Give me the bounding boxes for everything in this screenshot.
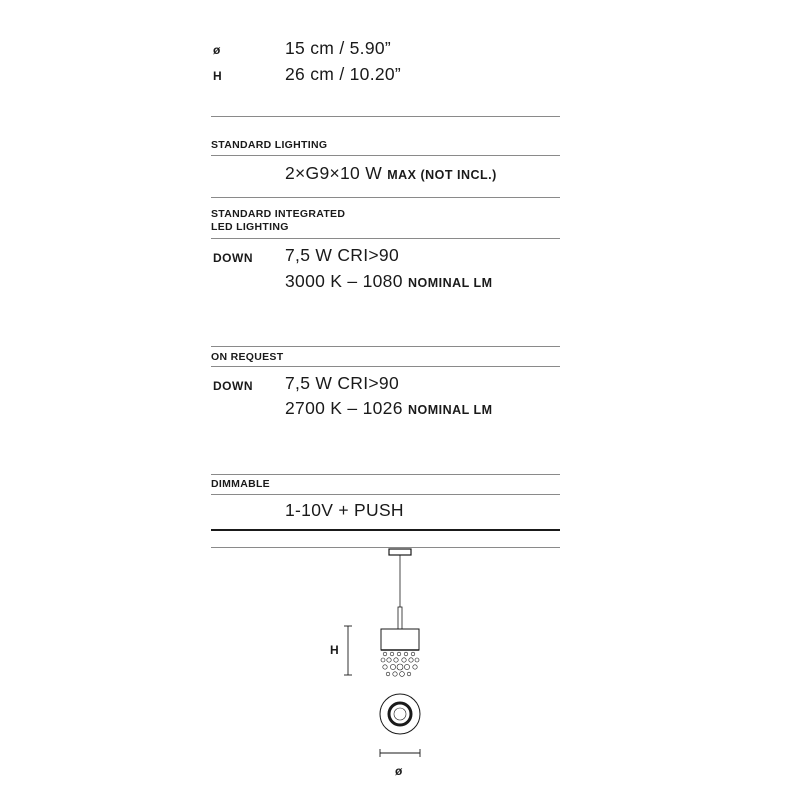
crystal-drops (381, 652, 419, 676)
standard-led-line2-suffix: NOMINAL LM (407, 276, 493, 290)
diameter-value: 15 cm / 5.90” (285, 38, 392, 58)
standard-lighting-title: STANDARD LIGHTING (211, 139, 328, 151)
lamp-shade (381, 629, 419, 650)
divider-thick (211, 529, 560, 531)
on-request-line2-suffix: NOMINAL LM (407, 403, 493, 417)
divider (211, 474, 560, 475)
divider (211, 238, 560, 239)
lamp-stem (398, 607, 402, 629)
standard-led-title-line2: LED LIGHTING (211, 221, 289, 233)
dimmable-value: 1-10V + PUSH (285, 500, 404, 520)
height-dimension-label: H (330, 643, 340, 657)
diameter-dimension-label: ø (395, 764, 403, 778)
divider (211, 155, 560, 156)
diameter-dimension-line (380, 749, 420, 757)
height-value: 26 cm / 10.20” (285, 64, 402, 84)
standard-led-label: DOWN (213, 251, 253, 265)
divider (211, 346, 560, 347)
on-request-label: DOWN (213, 379, 253, 393)
on-request-title: ON REQUEST (211, 351, 284, 363)
standard-led-title (211, 208, 345, 234)
divider (211, 366, 560, 367)
plan-view (380, 694, 420, 734)
height-dimension-line (344, 626, 352, 675)
ceiling-canopy (389, 549, 411, 555)
height-symbol: H (213, 69, 223, 83)
standard-lighting-suffix: MAX (NOT INCL.) (387, 168, 497, 182)
on-request-line1: 7,5 W CRI>90 (285, 373, 399, 393)
on-request-line2-value: 2700 K – 1026 (285, 398, 403, 418)
divider (211, 494, 560, 495)
dimmable-title: DIMMABLE (211, 478, 270, 490)
on-request-line2 (285, 398, 493, 419)
standard-led-title-line1: STANDARD INTEGRATED (211, 208, 346, 220)
standard-led-line2 (285, 271, 493, 292)
standard-lighting-value (285, 163, 497, 184)
standard-led-line1: 7,5 W CRI>90 (285, 245, 399, 265)
divider (211, 116, 560, 117)
standard-lighting-spec: 2×G9×10 W (285, 163, 383, 183)
divider (211, 197, 560, 198)
diameter-symbol: ø (213, 43, 221, 57)
pendant-lamp-drawing (300, 540, 500, 780)
standard-led-line2-value: 3000 K – 1080 (285, 271, 403, 291)
